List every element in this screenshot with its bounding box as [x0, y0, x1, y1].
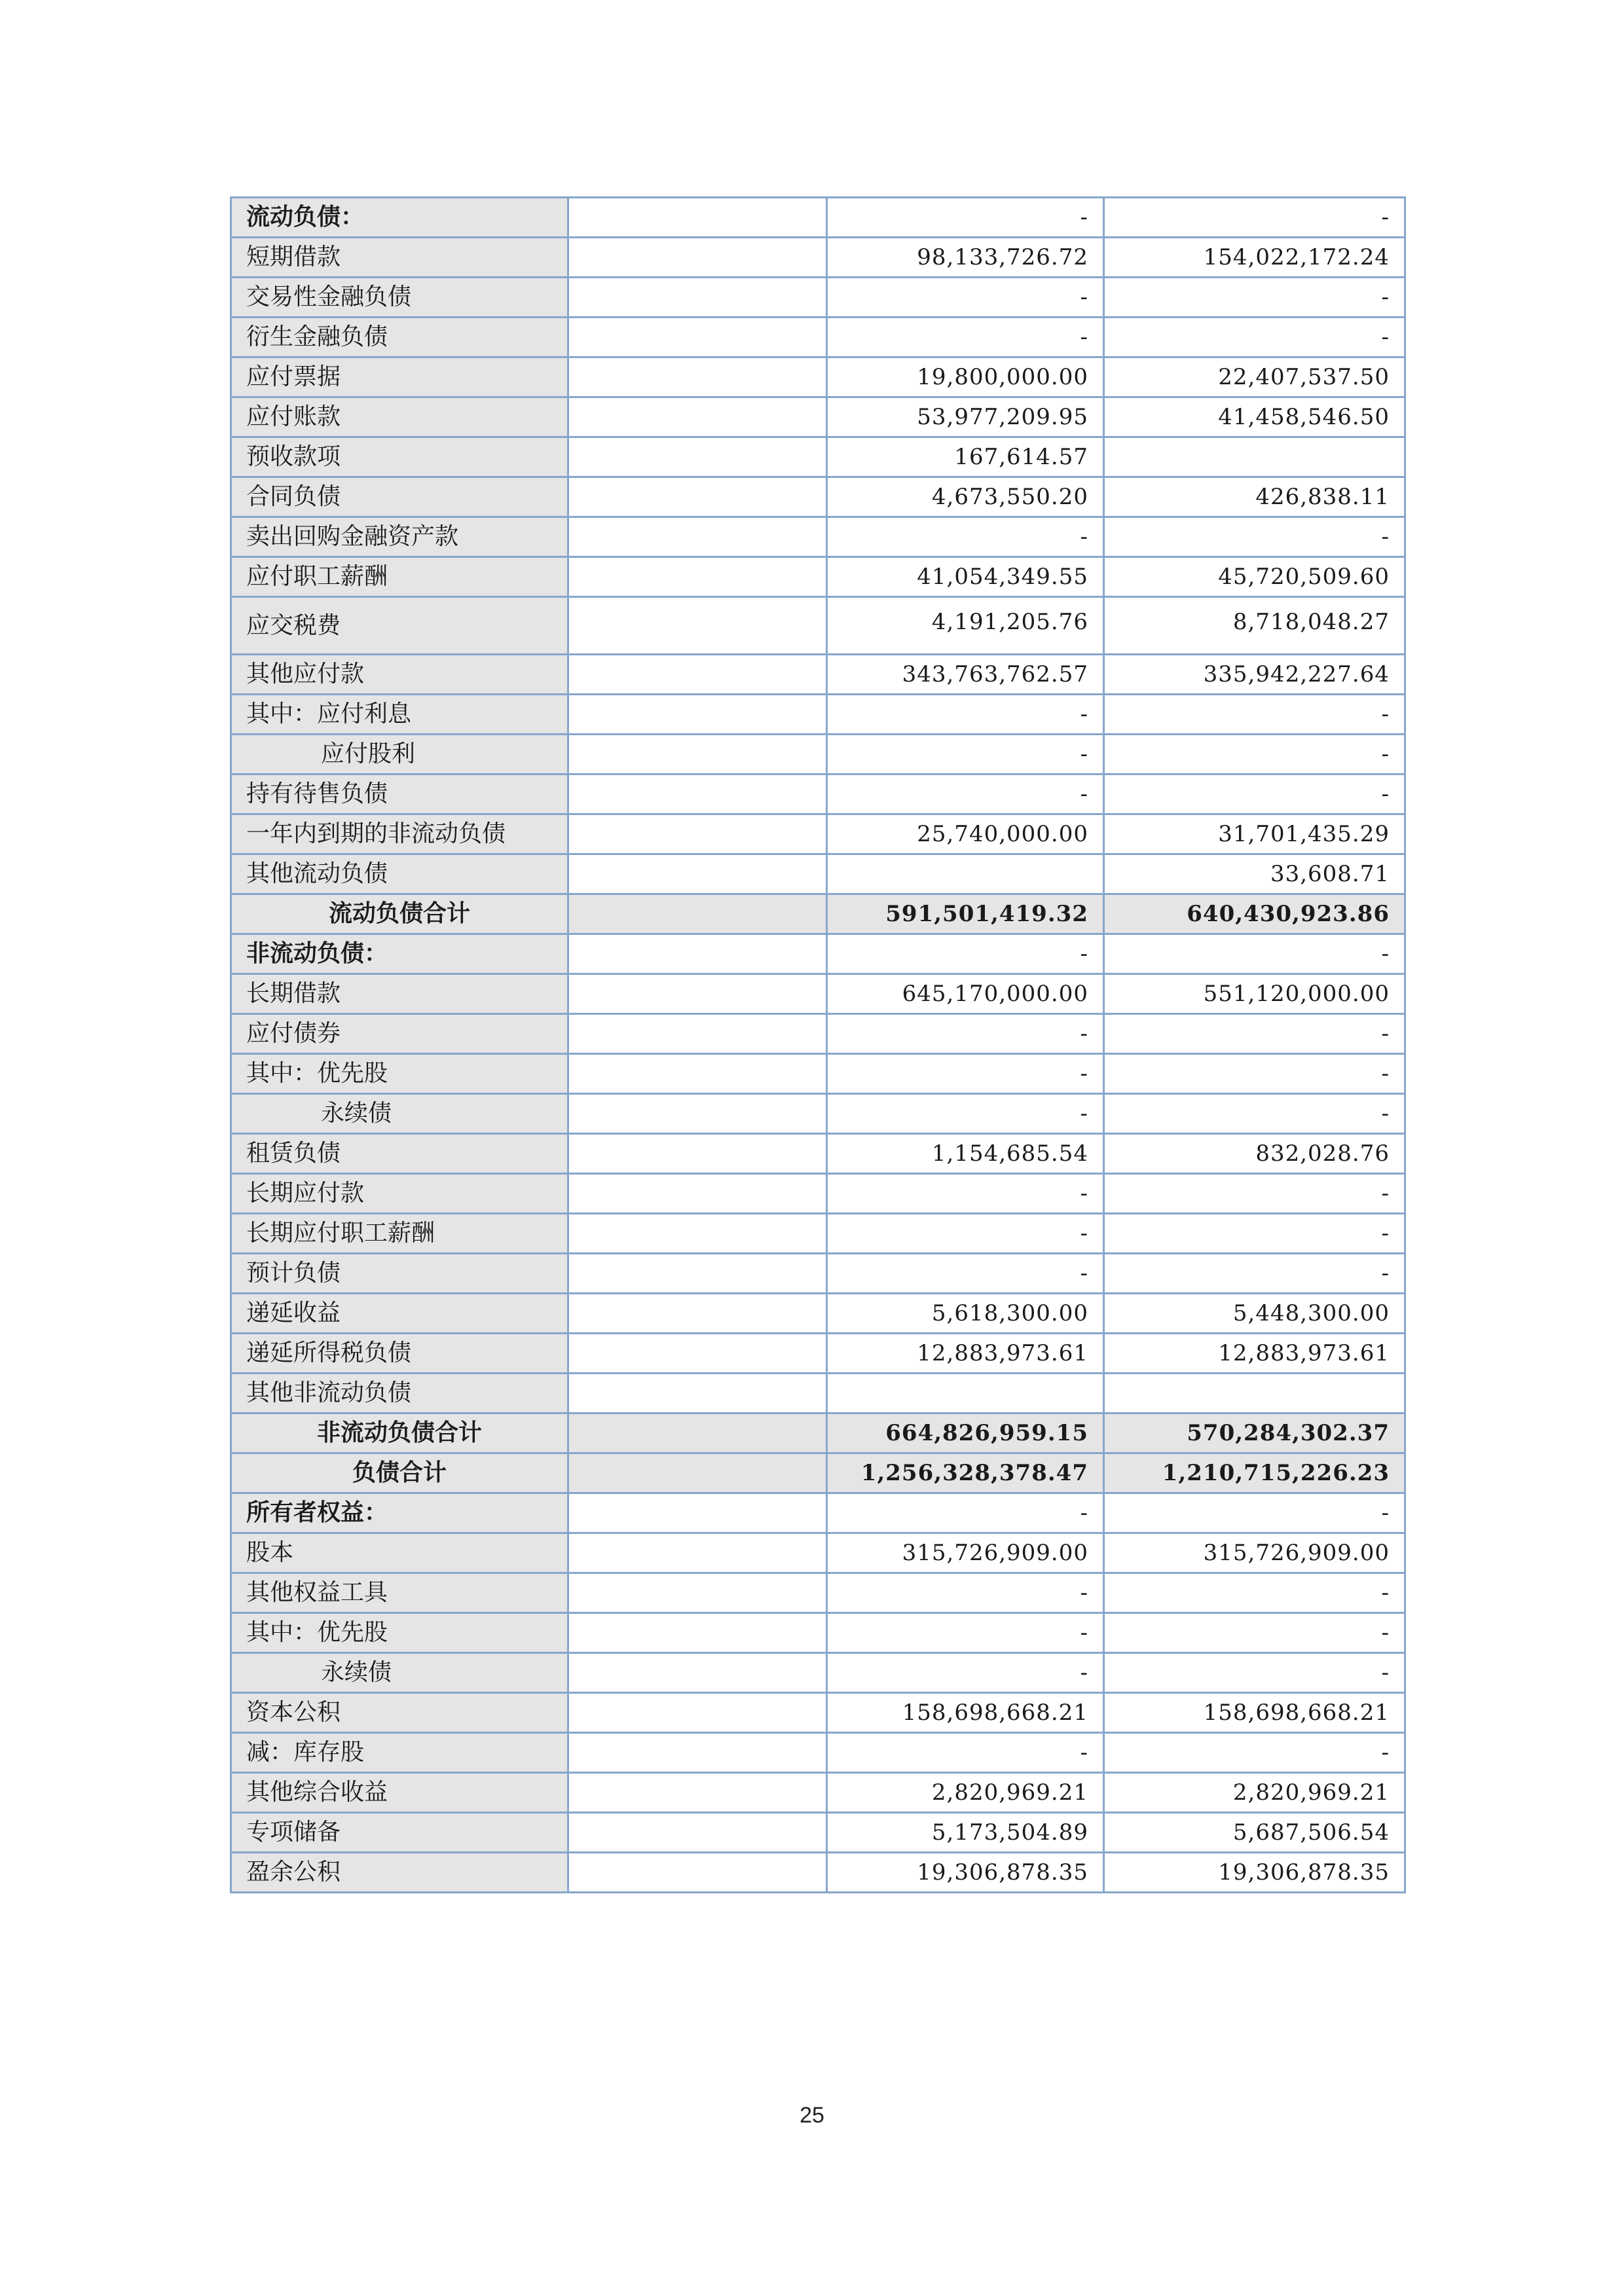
note-cell: [568, 1573, 827, 1613]
current-period-value: -: [827, 1493, 1104, 1533]
prior-period-value: 2,820,969.21: [1104, 1773, 1405, 1813]
prior-period-value: -: [1104, 318, 1405, 357]
row-label: 其他权益工具: [231, 1573, 568, 1613]
note-cell: [568, 1853, 827, 1893]
note-cell: [568, 1653, 827, 1693]
note-cell: [568, 597, 827, 655]
row-label: 衍生金融负债: [231, 318, 568, 357]
row-label: 递延收益: [231, 1294, 568, 1334]
prior-period-value: -: [1104, 1214, 1405, 1254]
table-row: [231, 1014, 1405, 1054]
prior-period-value: -: [1104, 934, 1405, 974]
note-cell: [568, 1174, 827, 1214]
row-label: 长期应付款: [231, 1174, 568, 1214]
note-cell: [568, 655, 827, 695]
prior-period-value: 41,458,546.50: [1104, 397, 1405, 437]
current-period-value: -: [827, 774, 1104, 814]
current-period-value: -: [827, 318, 1104, 357]
table-row: [231, 278, 1405, 318]
table-row: [231, 198, 1405, 238]
note-cell: [568, 1813, 827, 1853]
note-cell: [568, 1014, 827, 1054]
current-period-value: -: [827, 1653, 1104, 1693]
row-label: 一年内到期的非流动负债: [231, 814, 568, 854]
prior-period-value: 22,407,537.50: [1104, 357, 1405, 397]
row-label: 永续债: [231, 1653, 568, 1693]
table-row: [231, 597, 1405, 655]
table-row: [231, 1773, 1405, 1813]
table-row: [231, 1094, 1405, 1134]
current-period-value: 19,800,000.00: [827, 357, 1104, 397]
note-cell: [568, 557, 827, 597]
current-period-value: 12,883,973.61: [827, 1334, 1104, 1374]
current-period-value: -: [827, 1054, 1104, 1094]
note-cell: [568, 1214, 827, 1254]
prior-period-value: -: [1104, 1054, 1405, 1094]
row-label: 交易性金融负债: [231, 278, 568, 318]
note-cell: [568, 278, 827, 318]
note-cell: [568, 1453, 827, 1493]
note-cell: [568, 238, 827, 278]
current-period-value: -: [827, 1014, 1104, 1054]
note-cell: [568, 1533, 827, 1573]
current-period-value: -: [827, 1613, 1104, 1653]
row-label: 卖出回购金融资产款: [231, 517, 568, 557]
prior-period-value: 33,608.71: [1104, 854, 1405, 894]
row-label: 租赁负债: [231, 1134, 568, 1174]
current-period-value: 19,306,878.35: [827, 1853, 1104, 1893]
table-row: [231, 557, 1405, 597]
note-cell: [568, 198, 827, 238]
table-row: [231, 1853, 1405, 1893]
current-period-value: 5,173,504.89: [827, 1813, 1104, 1853]
note-cell: [568, 1493, 827, 1533]
note-cell: [568, 974, 827, 1014]
current-period-value: 53,977,209.95: [827, 397, 1104, 437]
current-period-value: [827, 854, 1104, 894]
current-period-value: 343,763,762.57: [827, 655, 1104, 695]
table-row: [231, 1493, 1405, 1533]
current-period-value: 1,154,685.54: [827, 1134, 1104, 1174]
table-row: [231, 1254, 1405, 1294]
prior-period-value: 154,022,172.24: [1104, 238, 1405, 278]
row-label: 其他流动负债: [231, 854, 568, 894]
current-period-value: 25,740,000.00: [827, 814, 1104, 854]
note-cell: [568, 477, 827, 517]
prior-period-value: -: [1104, 1174, 1405, 1214]
table-row: [231, 655, 1405, 695]
table-row: [231, 854, 1405, 894]
table-row: [231, 1214, 1405, 1254]
current-period-value: 98,133,726.72: [827, 238, 1104, 278]
note-cell: [568, 1334, 827, 1374]
table-row: [231, 1453, 1405, 1493]
prior-period-value: 570,284,302.37: [1104, 1413, 1405, 1453]
current-period-value: 41,054,349.55: [827, 557, 1104, 597]
note-cell: [568, 1773, 827, 1813]
note-cell: [568, 774, 827, 814]
table-row: [231, 1693, 1405, 1733]
current-period-value: 5,618,300.00: [827, 1294, 1104, 1334]
balance-sheet-table: [230, 196, 1406, 1893]
current-period-value: 591,501,419.32: [827, 894, 1104, 934]
table-row: [231, 934, 1405, 974]
row-label: 非流动负债：: [231, 934, 568, 974]
note-cell: [568, 1054, 827, 1094]
prior-period-value: 5,448,300.00: [1104, 1294, 1405, 1334]
prior-period-value: -: [1104, 198, 1405, 238]
row-label: 应付股利: [231, 735, 568, 774]
balance-sheet-body: [231, 198, 1405, 1893]
row-label: 其他应付款: [231, 655, 568, 695]
current-period-value: 315,726,909.00: [827, 1533, 1104, 1573]
note-cell: [568, 1613, 827, 1653]
current-period-value: [827, 1374, 1104, 1413]
row-label: 应付债券: [231, 1014, 568, 1054]
prior-period-value: [1104, 437, 1405, 477]
row-label: 短期借款: [231, 238, 568, 278]
table-row: [231, 1294, 1405, 1334]
table-row: [231, 238, 1405, 278]
row-label: 合同负债: [231, 477, 568, 517]
row-label: 所有者权益：: [231, 1493, 568, 1533]
table-row: [231, 318, 1405, 357]
note-cell: [568, 854, 827, 894]
current-period-value: 1,256,328,378.47: [827, 1453, 1104, 1493]
current-period-value: -: [827, 934, 1104, 974]
note-cell: [568, 1733, 827, 1773]
current-period-value: 4,191,205.76: [827, 597, 1104, 655]
current-period-value: 645,170,000.00: [827, 974, 1104, 1014]
current-period-value: 4,673,550.20: [827, 477, 1104, 517]
table-row: [231, 477, 1405, 517]
row-label: 专项储备: [231, 1813, 568, 1853]
prior-period-value: -: [1104, 774, 1405, 814]
row-label: 其中：优先股: [231, 1054, 568, 1094]
prior-period-value: 551,120,000.00: [1104, 974, 1405, 1014]
note-cell: [568, 437, 827, 477]
table-row: [231, 974, 1405, 1014]
prior-period-value: -: [1104, 1733, 1405, 1773]
table-row: [231, 695, 1405, 735]
table-row: [231, 357, 1405, 397]
row-label: 资本公积: [231, 1693, 568, 1733]
note-cell: [568, 1413, 827, 1453]
row-label: 持有待售负债: [231, 774, 568, 814]
row-label: 应付账款: [231, 397, 568, 437]
row-label: 其他非流动负债: [231, 1374, 568, 1413]
note-cell: [568, 1254, 827, 1294]
row-label: 应付职工薪酬: [231, 557, 568, 597]
current-period-value: -: [827, 1214, 1104, 1254]
note-cell: [568, 517, 827, 557]
current-period-value: -: [827, 517, 1104, 557]
note-cell: [568, 1134, 827, 1174]
current-period-value: -: [827, 1174, 1104, 1214]
row-label: 长期借款: [231, 974, 568, 1014]
row-label: 股本: [231, 1533, 568, 1573]
row-label: 流动负债合计: [231, 894, 568, 934]
table-row: [231, 1533, 1405, 1573]
current-period-value: -: [827, 1573, 1104, 1613]
prior-period-value: -: [1104, 735, 1405, 774]
row-label: 其中：优先股: [231, 1613, 568, 1653]
note-cell: [568, 357, 827, 397]
prior-period-value: -: [1104, 517, 1405, 557]
note-cell: [568, 1094, 827, 1134]
prior-period-value: 5,687,506.54: [1104, 1813, 1405, 1853]
note-cell: [568, 735, 827, 774]
row-label: 流动负债：: [231, 198, 568, 238]
prior-period-value: -: [1104, 1094, 1405, 1134]
prior-period-value: 1,210,715,226.23: [1104, 1453, 1405, 1493]
prior-period-value: -: [1104, 1653, 1405, 1693]
row-label: 预计负债: [231, 1254, 568, 1294]
table-row: [231, 1813, 1405, 1853]
row-label: 递延所得税负债: [231, 1334, 568, 1374]
current-period-value: -: [827, 1733, 1104, 1773]
row-label: 预收款项: [231, 437, 568, 477]
current-period-value: -: [827, 198, 1104, 238]
table-row: [231, 1134, 1405, 1174]
table-row: [231, 1613, 1405, 1653]
table-row: [231, 1054, 1405, 1094]
prior-period-value: 832,028.76: [1104, 1134, 1405, 1174]
note-cell: [568, 934, 827, 974]
prior-period-value: 426,838.11: [1104, 477, 1405, 517]
prior-period-value: 12,883,973.61: [1104, 1334, 1405, 1374]
page-number: 25: [800, 2103, 824, 2128]
table-row: [231, 894, 1405, 934]
note-cell: [568, 1374, 827, 1413]
table-row: [231, 1573, 1405, 1613]
table-row: [231, 517, 1405, 557]
prior-period-value: -: [1104, 1573, 1405, 1613]
row-label: 应付票据: [231, 357, 568, 397]
row-label: 永续债: [231, 1094, 568, 1134]
current-period-value: -: [827, 278, 1104, 318]
row-label: 长期应付职工薪酬: [231, 1214, 568, 1254]
table-row: [231, 1334, 1405, 1374]
prior-period-value: [1104, 1374, 1405, 1413]
prior-period-value: -: [1104, 1493, 1405, 1533]
note-cell: [568, 695, 827, 735]
note-cell: [568, 397, 827, 437]
prior-period-value: -: [1104, 1613, 1405, 1653]
prior-period-value: 335,942,227.64: [1104, 655, 1405, 695]
table-row: [231, 814, 1405, 854]
current-period-value: -: [827, 1254, 1104, 1294]
current-period-value: -: [827, 695, 1104, 735]
current-period-value: -: [827, 735, 1104, 774]
row-label: 非流动负债合计: [231, 1413, 568, 1453]
prior-period-value: 19,306,878.35: [1104, 1853, 1405, 1893]
prior-period-value: 640,430,923.86: [1104, 894, 1405, 934]
current-period-value: 167,614.57: [827, 437, 1104, 477]
table-row: [231, 1653, 1405, 1693]
note-cell: [568, 894, 827, 934]
current-period-value: 158,698,668.21: [827, 1693, 1104, 1733]
table-row: [231, 1174, 1405, 1214]
prior-period-value: -: [1104, 278, 1405, 318]
row-label: 负债合计: [231, 1453, 568, 1493]
prior-period-value: 158,698,668.21: [1104, 1693, 1405, 1733]
table-row: [231, 397, 1405, 437]
note-cell: [568, 814, 827, 854]
current-period-value: -: [827, 1094, 1104, 1134]
note-cell: [568, 1294, 827, 1334]
table-row: [231, 1374, 1405, 1413]
prior-period-value: -: [1104, 1254, 1405, 1294]
row-label: 其中：应付利息: [231, 695, 568, 735]
table-row: [231, 1413, 1405, 1453]
note-cell: [568, 1693, 827, 1733]
current-period-value: 664,826,959.15: [827, 1413, 1104, 1453]
prior-period-value: 315,726,909.00: [1104, 1533, 1405, 1573]
table-row: [231, 1733, 1405, 1773]
note-cell: [568, 318, 827, 357]
prior-period-value: 31,701,435.29: [1104, 814, 1405, 854]
prior-period-value: -: [1104, 1014, 1405, 1054]
prior-period-value: -: [1104, 695, 1405, 735]
current-period-value: 2,820,969.21: [827, 1773, 1104, 1813]
prior-period-value: 45,720,509.60: [1104, 557, 1405, 597]
row-label: 其他综合收益: [231, 1773, 568, 1813]
row-label: 应交税费: [231, 597, 568, 655]
table-row: [231, 735, 1405, 774]
row-label: 盈余公积: [231, 1853, 568, 1893]
table-row: [231, 774, 1405, 814]
prior-period-value: 8,718,048.27: [1104, 597, 1405, 655]
table-row: [231, 437, 1405, 477]
row-label: 减：库存股: [231, 1733, 568, 1773]
